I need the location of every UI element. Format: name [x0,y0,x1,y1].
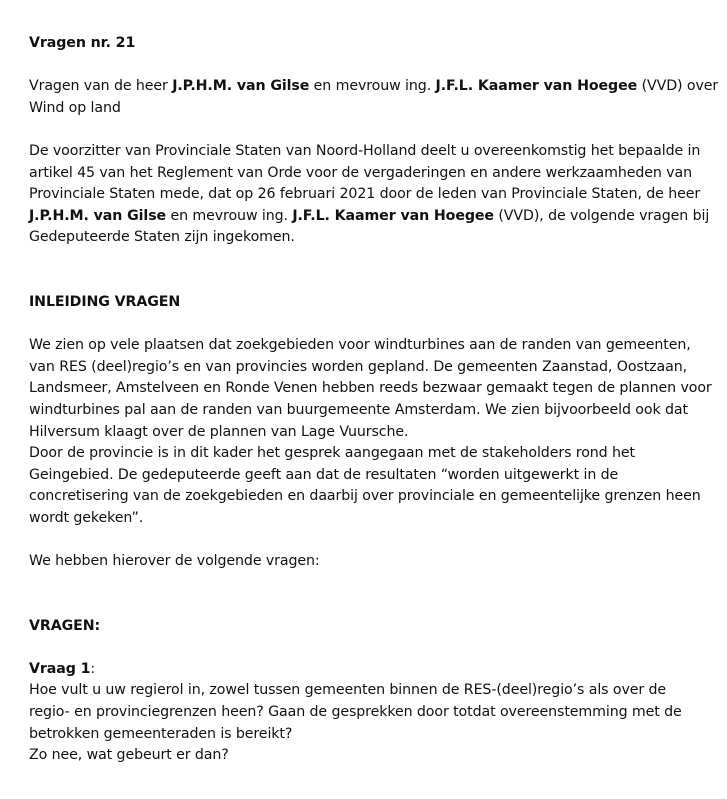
inleiding-line-1: We zien op vele plaatsen dat zoekgebieden voor windturbines aan de randen van gemeenten, [29,337,691,354]
intro-line-2: Wind op land [29,99,121,116]
vraag-1-line-2: regio- en provinciegrenzen heen? Gaan de gesprekken door totdat overeenstemming met de [29,704,682,721]
notice-line-2: artikel 45 van het Reglement van Orde voor de vergaderingen en andere werkzaamheden van [29,164,692,181]
vragen-heading: VRAGEN: [29,617,101,634]
vraag-1-line-1: Hoe vult u uw regierol in, zowel tussen gemeenten binnen de RES-(deel)regio’s als over de [29,682,667,699]
inleiding-line-2: van RES (deel)regio’s en van provincies worden gepland. De gemeenten Zaanstad, Oostzaan, [29,358,687,375]
notice-line-4-suffix: (VVD), de volgende vragen bij [493,207,710,224]
closing-line: We hebben hierover de volgende vragen: [29,553,320,570]
inleiding-line-4: windturbines pal aan de randen van buurgemeente Amsterdam. We zien bijvoorbeeld ook dat [29,401,688,418]
inleiding-line-5: Hilversum klaagt over de plannen van Lage Vuursche. [29,423,409,440]
intro-name-1: J.P.H.M. van Gilse [172,78,310,95]
inleiding-line-7: Geingebied. De gedeputeerde geeft aan dat de resultaten “worden uitgewerkt in de [29,466,619,483]
vraag-1-line-4: Zo nee, wat gebeurt er dan? [29,747,229,764]
notice-name-1: J.P.H.M. van Gilse [29,207,167,224]
intro-name-2: J.F.L. Kaamer van Hoegee [435,78,638,95]
vraag-1-label: Vraag 1 [29,660,91,677]
intro-line-1 [29,76,719,98]
document-title: Vragen nr. 21 [29,35,136,51]
intro-prefix: Vragen van de heer [29,78,173,95]
vraag-1-colon: : [90,660,96,677]
document-page [29,33,719,767]
inleiding-line-9: wordt gekeken”. [29,509,144,526]
vraag-1-block [29,659,719,767]
inleiding-line-3: Landsmeer, Amstelveen en Ronde Venen hebben reeds bezwaar gemaakt tegen de plannen voor [29,380,712,397]
inleiding-paragraph [29,335,719,529]
notice-paragraph [29,141,719,249]
inleiding-heading: INLEIDING VRAGEN [29,293,181,310]
notice-line-5: Gedeputeerde Staten zijn ingekomen. [29,229,295,246]
notice-line-4 [29,206,719,228]
notice-line-3: Provinciale Staten mede, dat op 26 februari 2021 door de leden van Provinciale Staten, de heer [29,186,701,203]
intro-mid: en mevrouw ing. [309,78,436,95]
intro-block [29,76,719,119]
vraag-1-line-3: betrokken gemeenteraden is bereikt? [29,725,293,742]
notice-line-1: De voorzitter van Provinciale Staten van Noord-Holland deelt u overeenkomstig het bepaalde in [29,142,701,159]
notice-mid: en mevrouw ing. [166,207,293,224]
notice-name-2: J.F.L. Kaamer van Hoegee [292,207,494,224]
intro-suffix: (VVD) over [637,78,719,95]
inleiding-line-8: concretisering van de zoekgebieden en daarbij over provinciale en gemeentelijke grenzen heen [29,488,701,505]
inleiding-line-6: Door de provincie is in dit kader het gesprek aangegaan met de stakeholders rond het [29,445,635,462]
vraag-1-label-line [29,659,719,681]
